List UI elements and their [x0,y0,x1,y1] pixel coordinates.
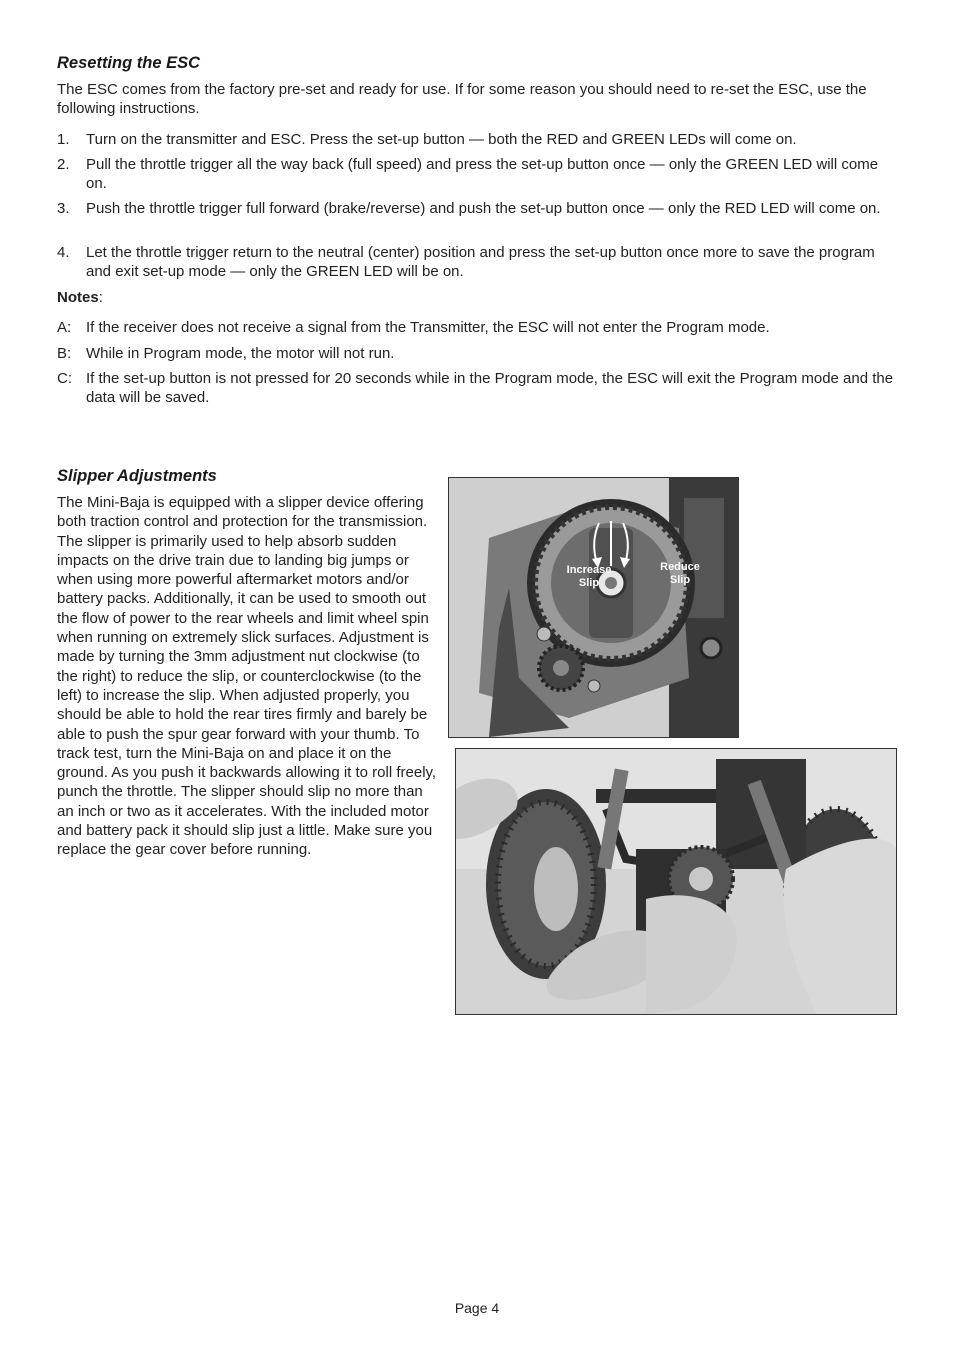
note-item [57,369,897,408]
spur-gear-illustration [449,478,738,737]
slipper-adjustment-photo [455,748,897,1015]
reduce-slip-label [645,561,715,587]
note-text: While in Program mode, the motor will not run. [86,345,395,362]
hands-adjusting-slipper-illustration [456,749,896,1014]
step-item [57,243,897,282]
section-title-resetting-esc: Resetting the ESC [57,54,201,72]
step-item [57,199,897,218]
spur-gear-photo [448,477,739,738]
page-number: Page 4 [454,1300,500,1316]
increase-slip-line2: Slip [578,577,600,589]
notes-label: Notes [57,289,99,306]
step-text: Turn on the transmitter and ESC. Press the set-up button — both the RED and GREEN LEDs will come on. [86,131,797,148]
section-title-slipper-adjustments: Slipper Adjustments [57,467,217,485]
increase-slip-label [554,564,624,590]
step-number: 1. [57,131,70,148]
note-letter: C: [57,370,72,387]
note-text: If the set-up button is not pressed for 20 seconds while in the Program mode, the ESC will exit the Program mode and the data will be saved. [86,370,894,407]
note-letter: B: [57,345,72,362]
step-number: 4. [57,244,70,261]
notes-colon: : [98,289,103,306]
notes-heading [57,288,103,307]
step-item [57,130,897,149]
reduce-slip-line1: Reduce [660,561,700,573]
slipper-body: The Mini-Baja is equipped with a slipper device offering both traction control and protection for the transmission. The slipper is primarily used to help absorb sudden impacts on the drive train due to landing big jumps or when using more powerful aftermarket motors and/or battery packs. Additionally, it can be used to smooth out the flow of power to the rear wheels and limit wheel spin when running on extremely slick surfaces. Adjustment is made by turning the 3mm adjustment nut clockwise (to the right) to reduce the slip, or counterclockwise (to the left) to increase the slip. When adjusted properly, you should be able to hold the rear tires firmly and barely be able to push the spur gear forward with your thumb. To track test, turn the Mini-Baja on and place it on the ground. As you push it backwards allowing it to roll freely, punch the throttle. The slipper should slip no more than an inch or two as it accelerates. With the included motor and battery pack it should slip just a little. Make sure you replace the gear cover before running. [57,494,437,859]
note-item [57,344,897,363]
step-number: 3. [57,200,70,217]
step-text: Let the throttle trigger return to the neutral (center) position and press the set-up button once more to save the program and exit set-up mode — only the GREEN LED will be on. [86,244,875,281]
step-text: Pull the throttle trigger all the way back (full speed) and press the set-up button once — only the GREEN LED will come on. [86,156,879,193]
resetting-intro: The ESC comes from the factory pre-set and ready for use. If for some reason you should need to re-set the ESC, use the following instructions. [57,81,867,118]
step-text: Push the throttle trigger full forward (brake/reverse) and push the set-up button once — only the RED LED will come on. [86,200,881,217]
note-text: If the receiver does not receive a signal from the Transmitter, the ESC will not enter the Program mode. [86,319,770,336]
step-item [57,155,897,194]
increase-slip-line1: Increase [566,564,612,576]
note-item [57,318,897,337]
step-number: 2. [57,156,70,173]
note-letter: A: [57,319,72,336]
reduce-slip-line2: Slip [669,574,691,586]
